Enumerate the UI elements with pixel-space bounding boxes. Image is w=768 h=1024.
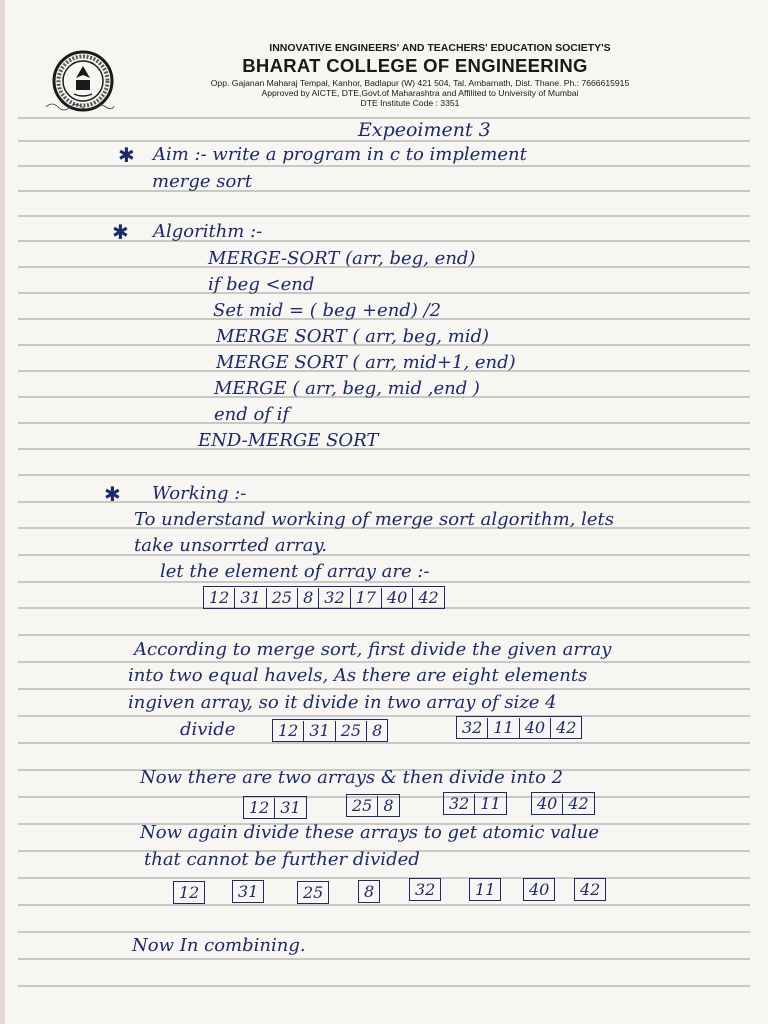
array-cell: 25 [303, 882, 324, 902]
working-line-3: let the element of array are :- [160, 561, 430, 582]
array-box [173, 881, 205, 904]
array-box [243, 796, 307, 819]
college-name: BHARAT COLLEGE OF ENGINEERING [242, 55, 588, 76]
array-cell: 32 [415, 879, 436, 899]
paragraph-line-2: into two equal havels, As there are eight elements [128, 665, 588, 686]
experiment-title: Expeoiment 3 [358, 119, 491, 141]
society-name: INNOVATIVE ENGINEERS' AND TEACHERS' EDUCATION SOCIETY'S [269, 42, 611, 54]
star-bullet-icon: ✱ [104, 482, 121, 506]
algorithm-line: if beg <end [208, 274, 315, 295]
array-cell: 40 [520, 718, 551, 738]
array-box [272, 719, 388, 742]
array-box [531, 792, 595, 815]
array-cell: 11 [488, 718, 519, 738]
array-cell: 8 [372, 720, 383, 740]
array-box [297, 881, 329, 904]
atom-box [523, 878, 555, 901]
quarter-array [531, 792, 595, 815]
array-cell: 8 [298, 588, 319, 608]
array-cell: 25 [267, 588, 298, 608]
half-array-left [272, 719, 388, 742]
array-box [469, 878, 501, 901]
array-cell: 42 [568, 793, 589, 813]
working-line-2: take unsorrted array. [134, 535, 328, 556]
array-cell: 32 [319, 588, 350, 608]
algorithm-line: END-MERGE SORT [198, 430, 379, 451]
array-cell: 31 [235, 588, 266, 608]
working-line-1: To understand working of merge sort algorithm, lets [134, 509, 615, 530]
divide-label: divide [180, 719, 236, 740]
array-cell: 25 [347, 796, 378, 816]
array-cell: 42 [556, 717, 577, 737]
aim-line-2: merge sort [152, 171, 253, 192]
atom-box [297, 881, 329, 904]
array-cell: 40 [532, 794, 563, 814]
array-box [203, 586, 445, 609]
array-box [523, 878, 555, 901]
array-cell: 8 [364, 881, 375, 901]
algorithm-line: MERGE-SORT (arr, beg, end) [208, 248, 476, 269]
array-box [443, 792, 507, 815]
array-cell: 12 [204, 588, 235, 608]
star-bullet-icon: ✱ [118, 143, 135, 167]
array-cell: 12 [273, 721, 304, 741]
paragraph-line-1: According to merge sort, first divide the given array [134, 639, 612, 660]
algorithm-line: MERGE SORT ( arr, beg, mid) [216, 326, 490, 347]
again-line-1: Now again divide these arrays to get atomic value [140, 822, 600, 843]
algorithm-heading: Algorithm :- [153, 221, 263, 242]
atom-box [358, 880, 380, 903]
atom-box [173, 881, 205, 904]
array-cell: 40 [382, 588, 413, 608]
array-cell: 40 [529, 879, 550, 899]
atom-box [574, 878, 606, 901]
half-array-right [456, 716, 582, 739]
array-cell: 25 [336, 721, 367, 741]
array-box [358, 880, 380, 903]
array-cell: 8 [383, 795, 394, 815]
array-box [574, 878, 606, 901]
array-cell: 17 [351, 588, 382, 608]
paragraph-line-3: ingiven array, so it divide in two array of size 4 [128, 692, 557, 713]
array-cell: 32 [457, 718, 488, 738]
array-cell: 31 [304, 721, 335, 741]
array-box [456, 716, 582, 739]
array-cell: 42 [580, 879, 601, 899]
array-cell: 31 [280, 797, 301, 817]
algorithm-line: Set mid = ( beg +end) /2 [213, 300, 442, 321]
array-box [409, 878, 441, 901]
array-box [232, 880, 264, 903]
algorithm-line: end of if [214, 404, 290, 425]
atom-box [409, 878, 441, 901]
array-cell: 31 [238, 881, 259, 901]
college-address: Opp. Gajanan Maharaj Tempal, Kanhor, Badlapur (W) 421 504, Tal. Ambarnath, Dist. Thane. Ph.: 7666615915 [210, 78, 630, 88]
array-cell: 12 [244, 798, 275, 818]
again-line-2: that cannot be further divided [144, 849, 420, 870]
now-line: Now there are two arrays & then divide into 2 [140, 767, 564, 788]
aim-line-1: Aim :- write a program in c to implement [153, 144, 527, 165]
quarter-array [346, 794, 400, 817]
algorithm-line: MERGE SORT ( arr, mid+1, end) [216, 352, 516, 373]
array-cell: 11 [480, 793, 501, 813]
array-cell: 12 [179, 882, 200, 902]
college-approval: Approved by AICTE, DTE,Govt.of Maharashtra and Affilited to University of Mumbai [261, 88, 579, 98]
atom-box [232, 880, 264, 903]
array-cell: 32 [444, 794, 475, 814]
quarter-array [243, 796, 307, 819]
combining-line: Now In combining. [132, 935, 306, 956]
star-bullet-icon: ✱ [112, 220, 129, 244]
institute-code: DTE Institute Code : 3351 [360, 98, 460, 108]
array-cell: 11 [475, 879, 496, 899]
quarter-array [443, 792, 507, 815]
atom-box [469, 878, 501, 901]
seal-motto-scribble [44, 99, 116, 111]
array-cell: 42 [418, 587, 439, 607]
algorithm-line: MERGE ( arr, beg, mid ,end ) [214, 378, 480, 399]
array-box [346, 794, 400, 817]
full-array [203, 586, 445, 609]
working-heading: Working :- [152, 483, 247, 504]
